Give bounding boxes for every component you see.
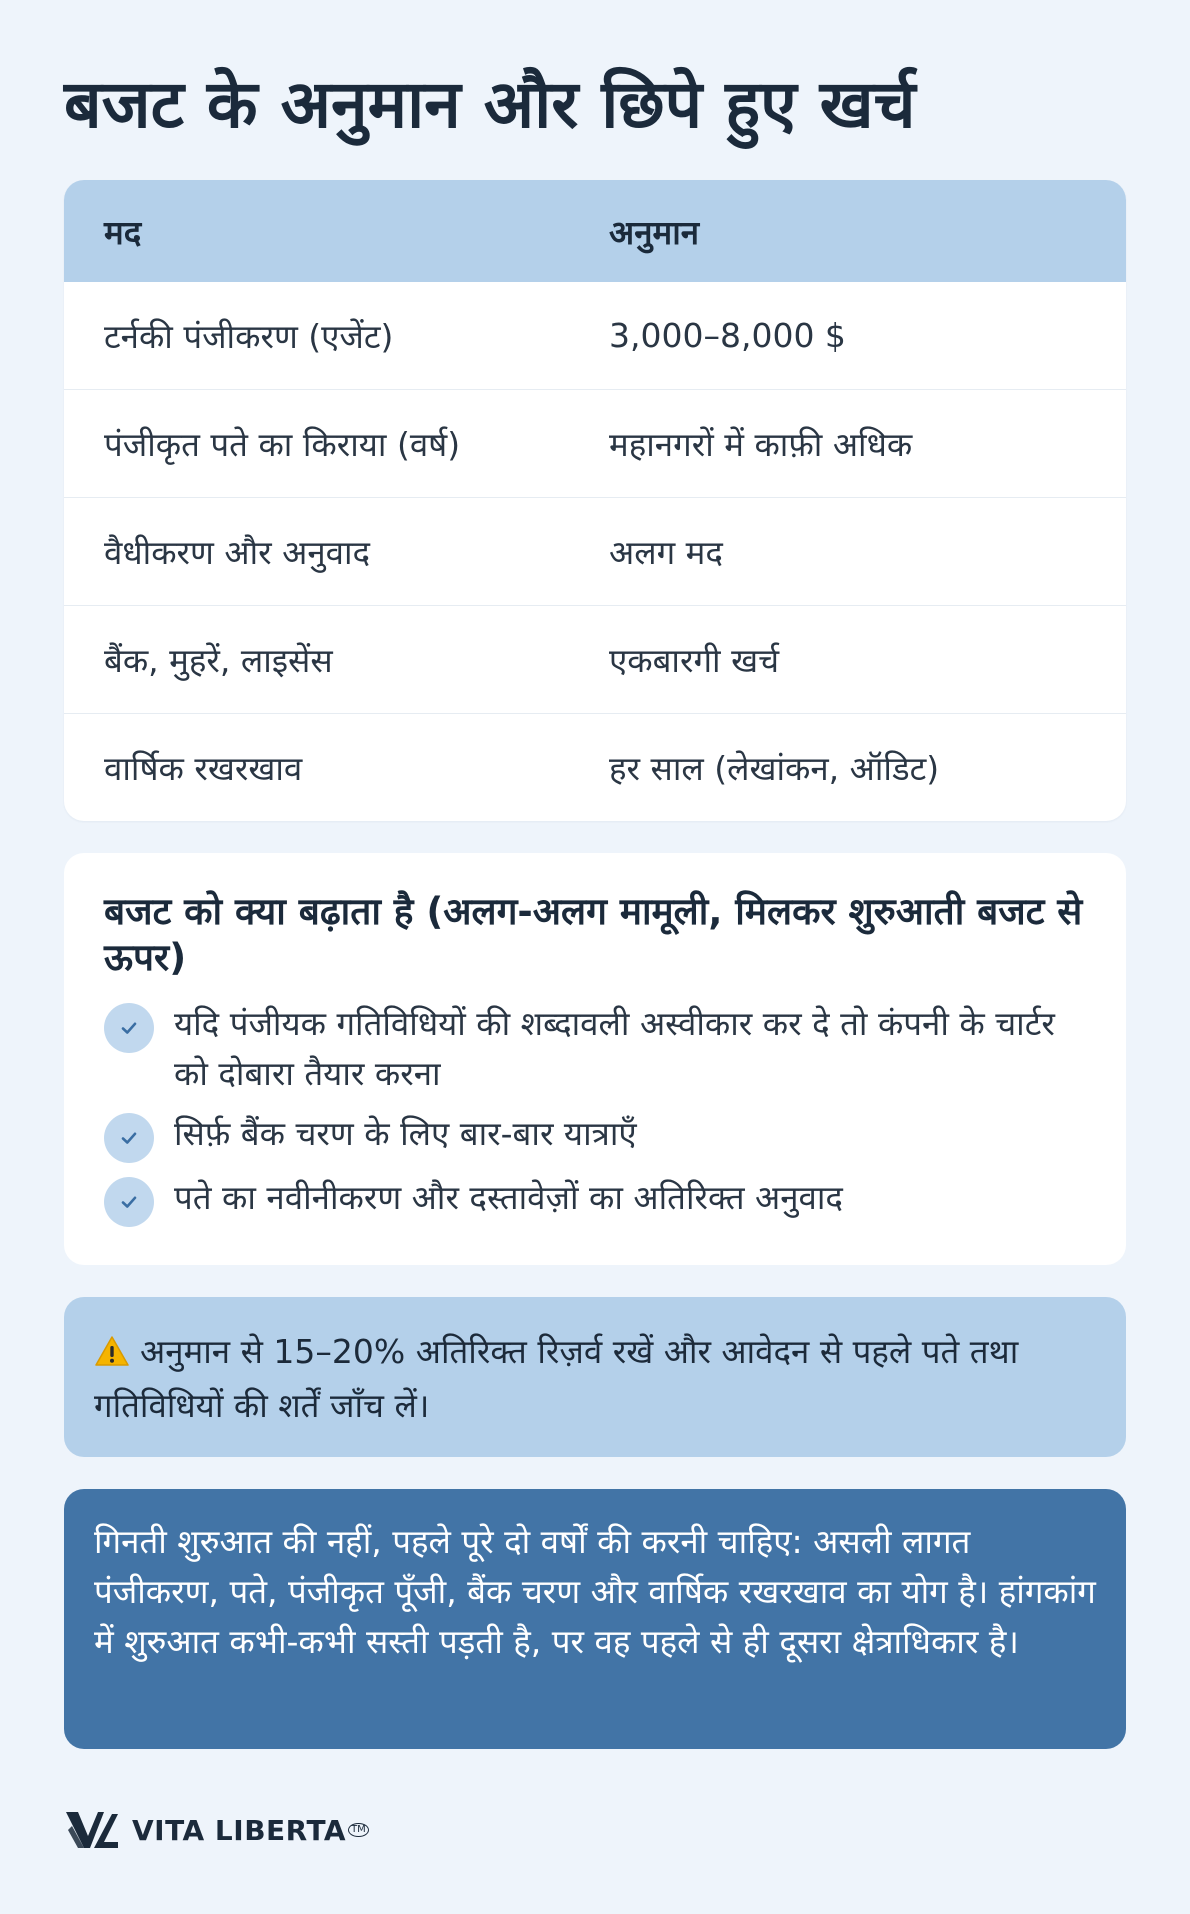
list-item <box>104 999 1086 1099</box>
budget-factors-card <box>64 853 1126 1265</box>
table-cell-item: बैंक, मुहरें, लाइसेंस <box>104 641 333 680</box>
column-header-estimate: अनुमान <box>609 212 700 252</box>
table-cell-item: पंजीकृत पते का किराया (वर्ष) <box>104 425 461 464</box>
budget-table <box>64 180 1126 821</box>
warning-icon <box>94 1331 130 1381</box>
summary-text: गिनती शुरुआत की नहीं, पहले पूरे दो वर्षों की करनी चाहिए: असली लागत पंजीकरण, पते, पंजीकृत पूँजी, बैंक चरण और वार्षिक रखरखाव का योग है। हांगकांग में शुरुआत कभी-कभी सस्ती पड़ती है, पर वह पहले से ही दूसरा क्षेत्राधिकार है। <box>94 1522 1096 1661</box>
list-item <box>104 1109 1086 1163</box>
warning-text: अनुमान से 15–20% अतिरिक्त रिज़र्व रखें और आवेदन से पहले पते तथा गतिविधियों की शर्तें जाँच लें। <box>94 1332 1019 1425</box>
summary-callout <box>64 1489 1126 1749</box>
budget-factors-heading: बजट को क्या बढ़ाता है (अलग-अलग मामूली, मिलकर शुरुआती बजट से ऊपर) <box>104 890 1083 979</box>
list-item-text: सिर्फ़ बैंक चरण के लिए बार-बार यात्राएँ <box>174 1114 637 1153</box>
list-item <box>104 1173 1086 1227</box>
table-header <box>64 180 1126 282</box>
table-cell-estimate: 3,000–8,000 $ <box>609 316 846 355</box>
table-cell-item: टर्नकी पंजीकरण (एजेंट) <box>104 317 394 356</box>
vita-liberta-logo-icon <box>64 1808 120 1852</box>
brand-logo <box>64 1808 369 1852</box>
warning-callout <box>64 1297 1126 1457</box>
table-cell-item: वार्षिक रखरखाव <box>104 749 303 788</box>
list-item-text: पते का नवीनीकरण और दस्तावेज़ों का अतिरिक्त अनुवाद <box>174 1178 843 1217</box>
list-item-text: यदि पंजीयक गतिविधियों की शब्दावली अस्वीकार कर दे तो कंपनी के चार्टर को दोबारा तैयार करना <box>174 1004 1055 1093</box>
brand-name: VITA LIBERTA <box>132 1813 347 1847</box>
table-row <box>64 713 1126 821</box>
table-cell-estimate: एकबारगी खर्च <box>609 641 780 680</box>
table-row <box>64 605 1126 713</box>
warning-content <box>94 1327 1096 1431</box>
table-row <box>64 282 1126 389</box>
column-header-item: मद <box>104 212 142 252</box>
checkmark-icon <box>104 1177 154 1227</box>
trademark-mark: TM <box>348 1823 369 1837</box>
checkmark-icon <box>104 1003 154 1053</box>
table-row <box>64 497 1126 605</box>
table-cell-estimate: महानगरों में काफ़ी अधिक <box>609 425 913 464</box>
table-row <box>64 389 1126 497</box>
table-cell-item: वैधीकरण और अनुवाद <box>104 533 371 572</box>
page-title: बजट के अनुमान और छिपे हुए खर्च <box>64 66 916 143</box>
table-cell-estimate: अलग मद <box>609 533 723 572</box>
checkmark-icon <box>104 1113 154 1163</box>
table-cell-estimate: हर साल (लेखांकन, ऑडिट) <box>609 749 940 788</box>
